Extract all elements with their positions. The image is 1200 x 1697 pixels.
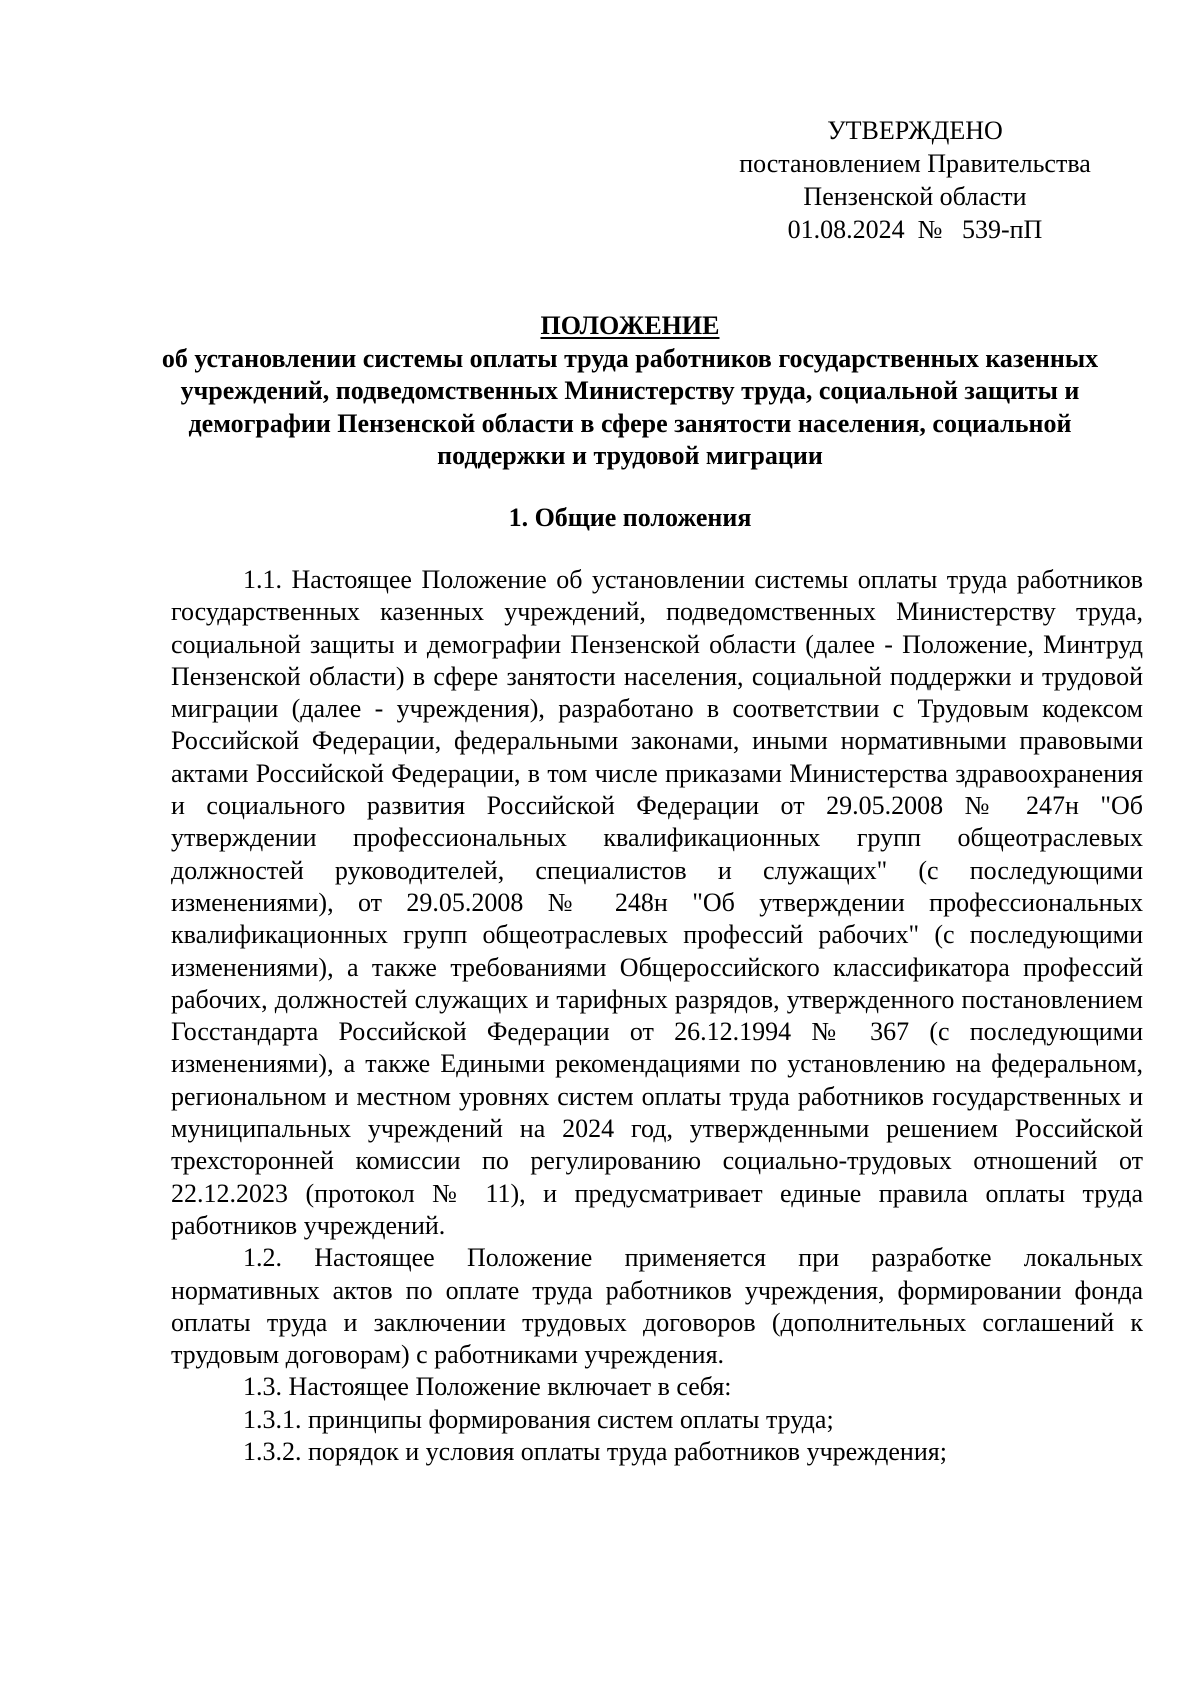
section-body	[171, 564, 1143, 1468]
document-title: ПОЛОЖЕНИЕ	[540, 311, 720, 340]
document-title-block	[100, 310, 1160, 473]
paragraph-1-3-1: 1.3.1. принципы формирования систем оплаты труда;	[243, 1404, 834, 1434]
approval-authority: постановлением Правительства	[739, 149, 1091, 178]
document-subtitle: об установлении системы оплаты труда работников государственных казенных учреждений, подведомственных Министерству труда, социальной защиты и демографии Пензенской области в сфере занятости населения, социальной поддержки и трудовой миграции	[161, 343, 1099, 470]
paragraph-1-1: 1.1. Настоящее Положение об установлении системы оплаты труда работников государственных казенных учреждений, подведомственных Министерству труда, социальной защиты и демографии Пензенской области (далее - Положение, Минтруд Пензенской области) в сфере занятости населения, социальной поддержки и трудовой миграции (далее - учреждения), разработано в соответствии с Трудовым кодексом Российской Федерации, федеральными законами, иными нормативными правовыми актами Российской Федерации, в том числе приказами Министерства здравоохранения и социального развития Российской Федерации от 29.05.2008 № 247н "Об утверждении профессиональных квалификационных групп общеотраслевых должностей руководителей, специалистов и служащих" (с последующими изменениями), от 29.05.2008 № 248н "Об утверждении профессиональных квалификационных групп общеотраслевых профессий рабочих" (с последующими изменениями), а также требованиями Общероссийского классификатора профессий рабочих, должностей служащих и тарифных разрядов, утвержденного постановлением Госстандарта Российской Федерации от 26.12.1994 № 367 (с последующими изменениями), а также Едиными рекомендациями по установлению на федеральном, региональном и местном уровнях систем оплаты труда работников государственных и муниципальных учреждений на 2024 год, утвержденными решением Российской трехсторонней комиссии по регулированию социально-трудовых отношений от 22.12.2023 (протокол № 11), и предусматривает единые правила оплаты труда работников учреждений.	[171, 565, 1143, 1240]
paragraph-1-3: 1.3. Настоящее Положение включает в себя:	[243, 1372, 732, 1402]
approval-heading: УТВЕРЖДЕНО	[827, 116, 1003, 145]
approval-date-number: 01.08.2024 № 539-пП	[787, 215, 1043, 244]
paragraph-1-3-2: 1.3.2. порядок и условия оплаты труда работников учреждения;	[243, 1437, 947, 1467]
section-heading: 1. Общие положения	[508, 503, 752, 532]
approval-region: Пензенской области	[803, 182, 1027, 211]
approval-stamp	[690, 114, 1140, 246]
paragraph-1-2: 1.2. Настоящее Положение применяется при разработке локальных нормативных актов по оплате труда работников учреждения, формировании фонда оплаты труда и заключении трудовых договоров (дополнительных соглашений к трудовым договорам) с работниками учреждения.	[171, 1243, 1143, 1370]
